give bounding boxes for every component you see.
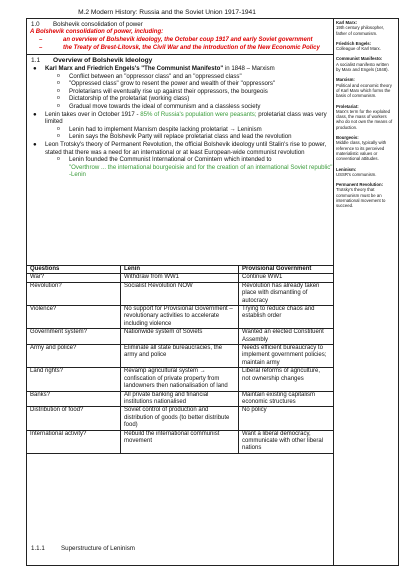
table-cell: Distribution of food? bbox=[27, 407, 121, 430]
glossary-term: Communist Manifesto: bbox=[336, 56, 383, 62]
glossary-term: Bourgeois: bbox=[336, 135, 359, 141]
table-cell: Withdraw from WW1 bbox=[121, 274, 239, 282]
table-row bbox=[27, 306, 333, 329]
table-header: Provisional Government bbox=[239, 266, 334, 274]
section-heading-1-0: 1.0 Bolshevik consolidation of power bbox=[31, 21, 143, 28]
table-cell: Trying to reduce chaos and establish order bbox=[239, 306, 334, 329]
trotsky-point: o Lenin founded the Communist International or Comintern which intended to bbox=[57, 156, 272, 164]
table-row bbox=[27, 282, 333, 305]
table-cell: Revolution? bbox=[27, 282, 121, 305]
marx-point: o Conflict between an "oppressor class" and an "oppressed class" bbox=[57, 72, 242, 80]
table-cell: No support for Provisional Government – revolutionary activities to accelerate including violence bbox=[121, 306, 239, 329]
main-column bbox=[27, 19, 334, 565]
glossary-term: Permanent Revolution: bbox=[336, 182, 384, 188]
table-cell: Eliminate all state bureaucracies, the army and police bbox=[121, 345, 239, 368]
table-cell: Government system? bbox=[27, 329, 121, 345]
aims-heading: A Bolshevik consolidation of power, including: bbox=[30, 29, 164, 35]
glossary-definition: USSR's communism. bbox=[336, 171, 377, 177]
table-cell: No policy bbox=[239, 407, 334, 430]
marx-point: o Dictatorship of the proletariat (working class) bbox=[57, 95, 190, 103]
trotsky-bullet: ● Leon Trotsky's theory of Permanent Revolution, the official Bolshevik ideology until Stalin's rise to power, stated that there was a need for an international or at least European-wide communist revolution bbox=[33, 140, 327, 156]
table-row bbox=[27, 329, 333, 345]
table-header-row bbox=[27, 266, 333, 274]
table-cell: Revolution has already taken place with dismantling of autocracy bbox=[239, 282, 334, 305]
table-row bbox=[27, 430, 333, 453]
glossary-definition: Middle class, typically with reference to its perceived materialistic values or conventional attitudes. bbox=[336, 140, 387, 162]
section-heading-1-1: 1.1 Overview of Bolshevik Ideology bbox=[31, 57, 153, 64]
table-cell: All private banking and financial institutions nationalised bbox=[121, 391, 239, 407]
marx-point: o Proletarians will eventually rise up against their oppressors, the bourgeois bbox=[57, 87, 268, 95]
table-row bbox=[27, 391, 333, 407]
lenin-point: o Lenin had to implement Marxism despite lacking proletariat → Leninism bbox=[57, 125, 262, 133]
table-cell: Revamp agricultural system → confiscation of private property from landowners then nationalisation of land bbox=[121, 368, 239, 391]
subsection-heading: 1.1.1 Superstructure of Leninism bbox=[31, 545, 135, 552]
table-cell: Army and police? bbox=[27, 345, 121, 368]
table-header: Questions bbox=[27, 266, 121, 274]
table-row bbox=[27, 407, 333, 430]
table-cell: War? bbox=[27, 274, 121, 282]
aim-item: – an overview of Bolshevik ideology, the October coup 1917 and early Soviet government bbox=[39, 37, 313, 43]
table-cell: Soviet control of production and distribution of goods (to better distribute food) bbox=[121, 407, 239, 430]
table-cell: Want a liberal democracy, communicate with other liberal nations bbox=[239, 430, 334, 453]
glossary-definition: 19th century philosopher, father of communism. bbox=[336, 25, 385, 36]
glossary-definition: Colleague of Karl Marx. bbox=[336, 46, 381, 52]
glossary-term: Karl Marx: bbox=[336, 20, 358, 25]
marx-point: o "Oppressed class" grow to resent the power and wealth of their "oppressors" bbox=[57, 80, 276, 88]
table-cell: Continue WW1 bbox=[239, 274, 334, 282]
table-cell: Nationwide system of Soviets bbox=[121, 329, 239, 345]
lenin-point: o Lenin says the Bolshevik Party will replace proletariat class and lead the revolution bbox=[57, 133, 292, 141]
table-cell: Liberal reforms of agriculture, not ownership changes bbox=[239, 368, 334, 391]
glossary-definition: Political and economic theory of Karl Marx which forms the basis of communism. bbox=[336, 82, 392, 99]
glossary-term: Marxism: bbox=[336, 77, 355, 83]
glossary-sidebar bbox=[334, 19, 396, 565]
table-row bbox=[27, 368, 333, 391]
table-cell: Needs efficient bureaucracy to implement government policies; maintain army bbox=[239, 345, 334, 368]
glossary-definition: Marx's term for the exploited class, the mass of workers who do not own the means of production. bbox=[336, 108, 393, 130]
glossary-definition: A socialist manifesto written by Marx and Engels (1848). bbox=[336, 61, 389, 73]
table-header: Lenin bbox=[121, 266, 239, 274]
glossary-term: Proletariat: bbox=[336, 103, 359, 109]
marx-bullet: ● Karl Marx and Friedrich Engels's "The Communist Manifesto" in 1848 – Marxism bbox=[33, 65, 275, 72]
table-cell: Socialist Revolution NOW bbox=[121, 282, 239, 305]
table-cell: Wanted an elected Constituent Assembly bbox=[239, 329, 334, 345]
aim-item: – the Treaty of Brest-Litovsk, the Civil War and the introduction of the New Economic Policy bbox=[39, 45, 320, 51]
comparison-table bbox=[27, 265, 333, 454]
lenin-quote: "Overthrow ... the international bourgeoisie and for the creation of an international Soviet republic" -Lenin bbox=[69, 163, 333, 179]
table-cell: Rebuild the international communist movement bbox=[121, 430, 239, 453]
table-row bbox=[27, 345, 333, 368]
table-cell: Banks? bbox=[27, 391, 121, 407]
page-title: M.2 Modern History: Russia and the Soviet Union 1917-1941 bbox=[78, 9, 256, 16]
table-cell: Land rights? bbox=[27, 368, 121, 391]
marx-point: o Gradual move towards the ideal of communism and a classless society bbox=[57, 102, 261, 110]
glossary-term: Leninism: bbox=[336, 166, 357, 172]
table-row bbox=[27, 274, 333, 282]
table-cell: International activity? bbox=[27, 430, 121, 453]
glossary-term: Friedrich Engels: bbox=[336, 40, 372, 46]
table-cell: Violence? bbox=[27, 306, 121, 329]
lenin-bullet: ● Lenin takes over in October 1917 - 85% of Russia's population were peasants; proletariat class was very limited bbox=[33, 110, 327, 126]
table-cell: Maintain existing capitalism economic structures bbox=[239, 391, 334, 407]
notes-frame bbox=[26, 18, 399, 566]
glossary-definition: Trotsky's theory that communism must be an international movement to succeed. bbox=[336, 187, 386, 209]
